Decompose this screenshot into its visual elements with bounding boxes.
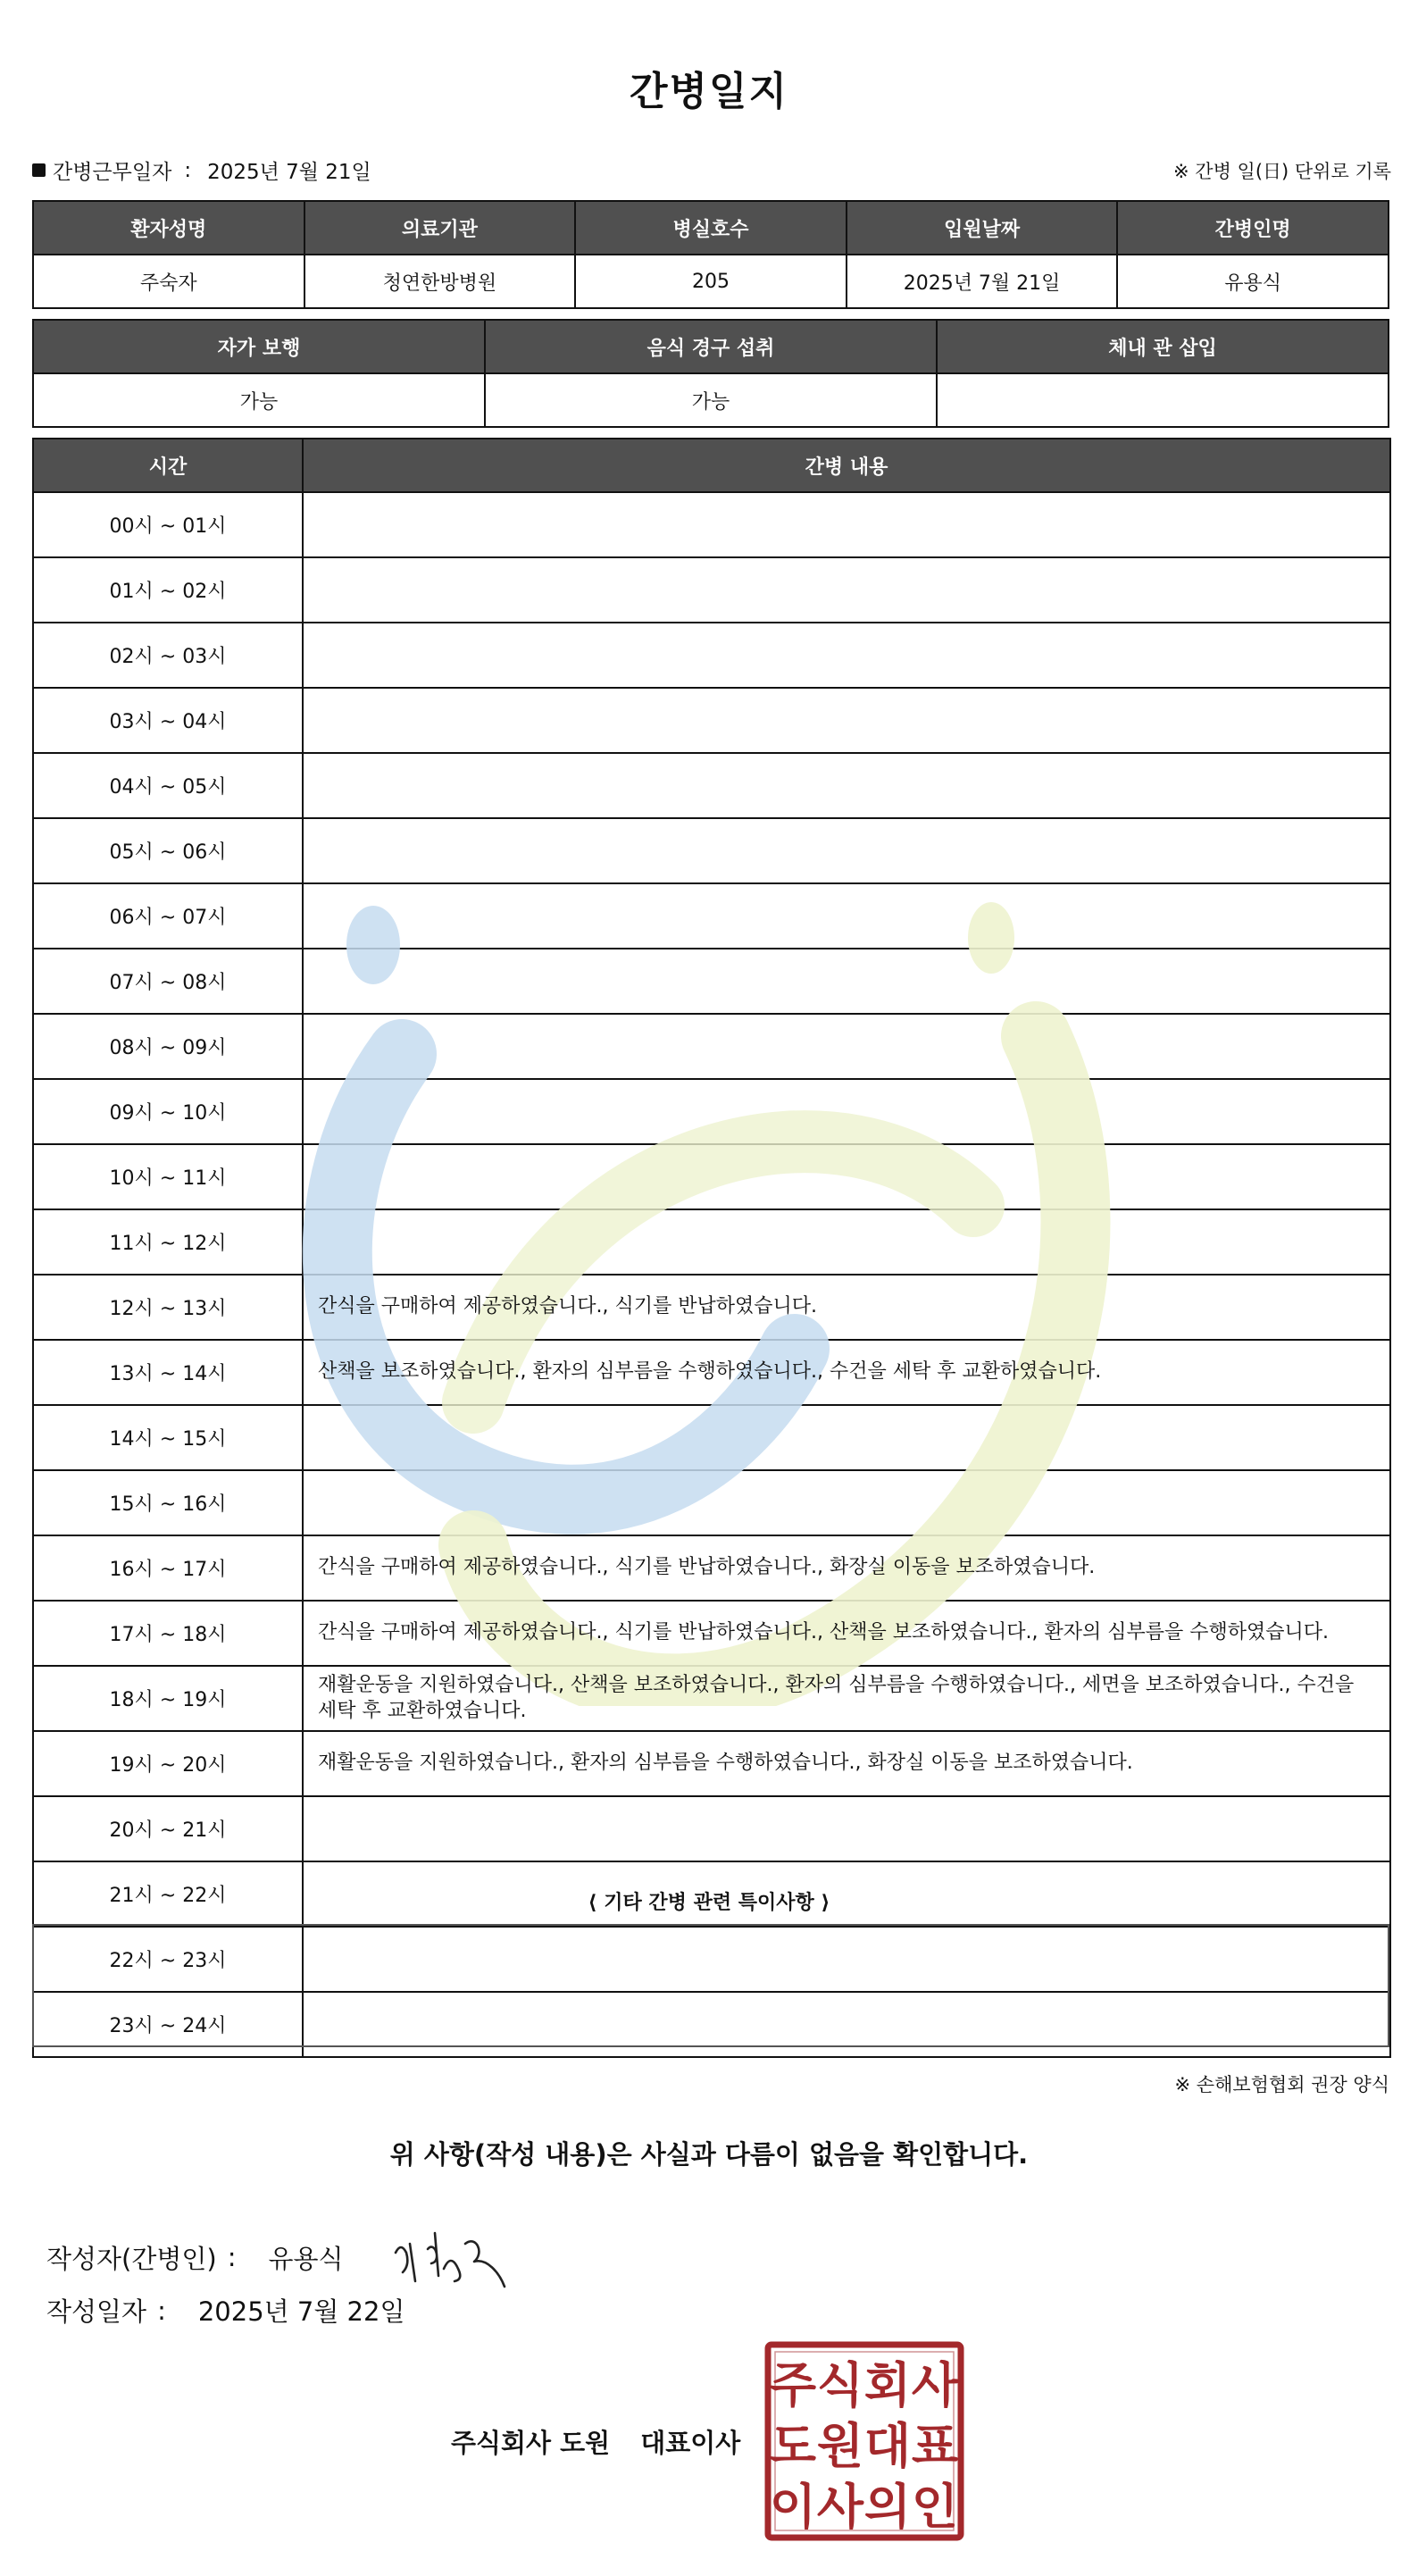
care-content [303,557,1390,623]
written-date-value: 2025년 7월 22일 [197,2296,405,2327]
care-content: 산책을 보조하였습니다., 환자의 심부름을 수행하였습니다., 수건을 세탁 후 교환하였습니다. [303,1340,1390,1405]
self-walking-value: 가능 [33,373,485,427]
room-number: 205 [575,255,847,308]
time-slot: 04시 ~ 05시 [33,753,303,818]
care-content: 재활운동을 지원하였습니다., 산책을 보조하였습니다., 환자의 심부름을 수행하였습니다., 세면을 보조하였습니다., 수건을 세탁 후 교환하였습니다. [303,1666,1390,1731]
table-row [33,1144,1390,1209]
writer-label: 작성자(간병인) [46,2243,217,2274]
table-row [33,949,1390,1014]
header-patient-name: 환자성명 [33,201,304,255]
written-date-colon: : [157,2295,166,2326]
time-slot: 03시 ~ 04시 [33,688,303,753]
care-content [303,818,1390,883]
care-content [303,1014,1390,1079]
time-slot: 09시 ~ 10시 [33,1079,303,1144]
work-date-colon: : [184,158,192,182]
time-slot: 02시 ~ 03시 [33,623,303,688]
square-bullet-icon [32,163,46,177]
table-row [33,1079,1390,1144]
header-caregiver-name: 간병인명 [1117,201,1389,255]
written-date-label: 작성일자 [46,2296,147,2327]
time-slot: 08시 ~ 09시 [33,1014,303,1079]
table-row [33,1796,1390,1861]
table-row [33,818,1390,883]
care-content [303,1796,1390,1861]
care-content [303,1861,1390,1927]
writer-name: 유용식 [268,2243,344,2274]
admission-date: 2025년 7월 21일 [847,255,1118,308]
care-content [303,492,1390,557]
time-slot: 15시 ~ 16시 [33,1470,303,1535]
time-slot: 20시 ~ 21시 [33,1796,303,1861]
time-slot: 23시 ~ 24시 [33,1992,303,2057]
seal-character: 회 [863,2357,912,2413]
care-content [303,753,1390,818]
notes-title: ⟨ 기타 간병 관련 특이사항 ⟩ [588,1892,830,1914]
table-row [33,883,1390,949]
table-row [33,1340,1390,1405]
tube-insertion-value [937,373,1389,427]
header-admission-date: 입원날짜 [847,201,1118,255]
table-row [33,1470,1390,1535]
table-row [33,1275,1390,1340]
time-slot: 17시 ~ 18시 [33,1601,303,1666]
confirmation-statement: 위 사항(작성 내용)은 사실과 다름이 없음을 확인합니다. [389,2139,1029,2170]
hospital-name: 청연한방병원 [304,255,576,308]
seal-character: 사 [816,2479,864,2535]
patient-name: 주숙자 [33,255,304,308]
writer-line [46,2226,513,2288]
company-seal-stamp [764,2341,964,2541]
header-self-walking: 자가 보행 [33,320,485,373]
care-log-body [33,492,1390,2057]
company-name: 주식회사 도원 [451,2427,611,2458]
table-row [33,688,1390,753]
work-date-label: 간병근무일자 [53,161,172,184]
seal-character: 인 [911,2479,959,2535]
header-tube-insertion: 체내 관 삽입 [937,320,1389,373]
care-content [303,1405,1390,1470]
time-slot: 14시 ~ 15시 [33,1405,303,1470]
care-log-table [32,438,1391,2058]
care-content [303,949,1390,1014]
care-content [303,1209,1390,1275]
seal-character: 주 [769,2357,817,2413]
care-content [303,1992,1390,2057]
care-content: 간식을 구매하여 제공하였습니다., 식기를 반납하였습니다., 산책을 보조하였습니다., 환자의 심부름을 수행하였습니다. [303,1601,1390,1666]
care-content [303,688,1390,753]
work-date-value: 2025년 7월 21일 [207,161,371,184]
work-date-line [32,155,371,185]
table-row [33,1601,1390,1666]
care-content [303,623,1390,688]
care-content: 재활운동을 지원하였습니다., 환자의 심부름을 수행하였습니다., 화장실 이동을 보조하였습니다. [303,1731,1390,1796]
care-content [303,883,1390,949]
time-slot: 13시 ~ 14시 [33,1340,303,1405]
care-content: 간식을 구매하여 제공하였습니다., 식기를 반납하였습니다. [303,1275,1390,1340]
table-row [33,557,1390,623]
table-row [33,492,1390,557]
header-hospital: 의료기관 [304,201,576,255]
table-row [33,1535,1390,1601]
time-slot: 05시 ~ 06시 [33,818,303,883]
table-row [33,753,1390,818]
care-content [303,1144,1390,1209]
time-slot: 10시 ~ 11시 [33,1144,303,1209]
unit-note: ※ 간병 일(日) 단위로 기록 [1173,161,1391,182]
time-slot: 18시 ~ 19시 [33,1666,303,1731]
time-slot: 12시 ~ 13시 [33,1275,303,1340]
time-slot: 19시 ~ 20시 [33,1731,303,1796]
seal-character: 표 [911,2418,959,2474]
handwritten-signature [388,2226,513,2288]
seal-character: 대 [863,2418,912,2474]
time-slot: 11시 ~ 12시 [33,1209,303,1275]
table-row [33,1405,1390,1470]
time-slot: 07시 ~ 08시 [33,949,303,1014]
seal-character: 의 [863,2479,912,2535]
header-oral-intake: 음식 경구 섭취 [485,320,937,373]
writer-colon: : [227,2242,237,2272]
oral-intake-value: 가능 [485,373,937,427]
time-slot: 00시 ~ 01시 [33,492,303,557]
ability-table [32,319,1389,428]
header-time: 시간 [33,439,303,492]
header-care-content: 간병 내용 [303,439,1390,492]
seal-character: 도 [769,2418,817,2474]
table-row [33,623,1390,688]
company-line [451,2341,740,2541]
seal-character: 원 [816,2418,864,2474]
seal-character: 이 [769,2479,817,2535]
care-content [303,1470,1390,1535]
table-row [33,1209,1390,1275]
table-row [33,1014,1390,1079]
table-row [33,1666,1390,1731]
representative-title: 대표이사 [640,2427,741,2458]
seal-character: 식 [816,2357,864,2413]
header-room-number: 병실호수 [575,201,847,255]
patient-info-table [32,200,1389,309]
time-slot: 21시 ~ 22시 [33,1861,303,1927]
care-content [303,1079,1390,1144]
time-slot: 01시 ~ 02시 [33,557,303,623]
document-title: 간병일지 [629,69,788,114]
time-slot: 16시 ~ 17시 [33,1535,303,1601]
seal-character: 사 [911,2357,959,2413]
caregiver-name: 유용식 [1117,255,1389,308]
care-content [303,1927,1390,1992]
time-slot: 06시 ~ 07시 [33,883,303,949]
time-slot: 22시 ~ 23시 [33,1927,303,1992]
table-row [33,1731,1390,1796]
care-content: 간식을 구매하여 제공하였습니다., 식기를 반납하였습니다., 화장실 이동을 보조하였습니다. [303,1535,1390,1601]
form-source-note: ※ 손해보험협회 권장 양식 [1174,2074,1389,2095]
written-date-line [46,2292,405,2329]
